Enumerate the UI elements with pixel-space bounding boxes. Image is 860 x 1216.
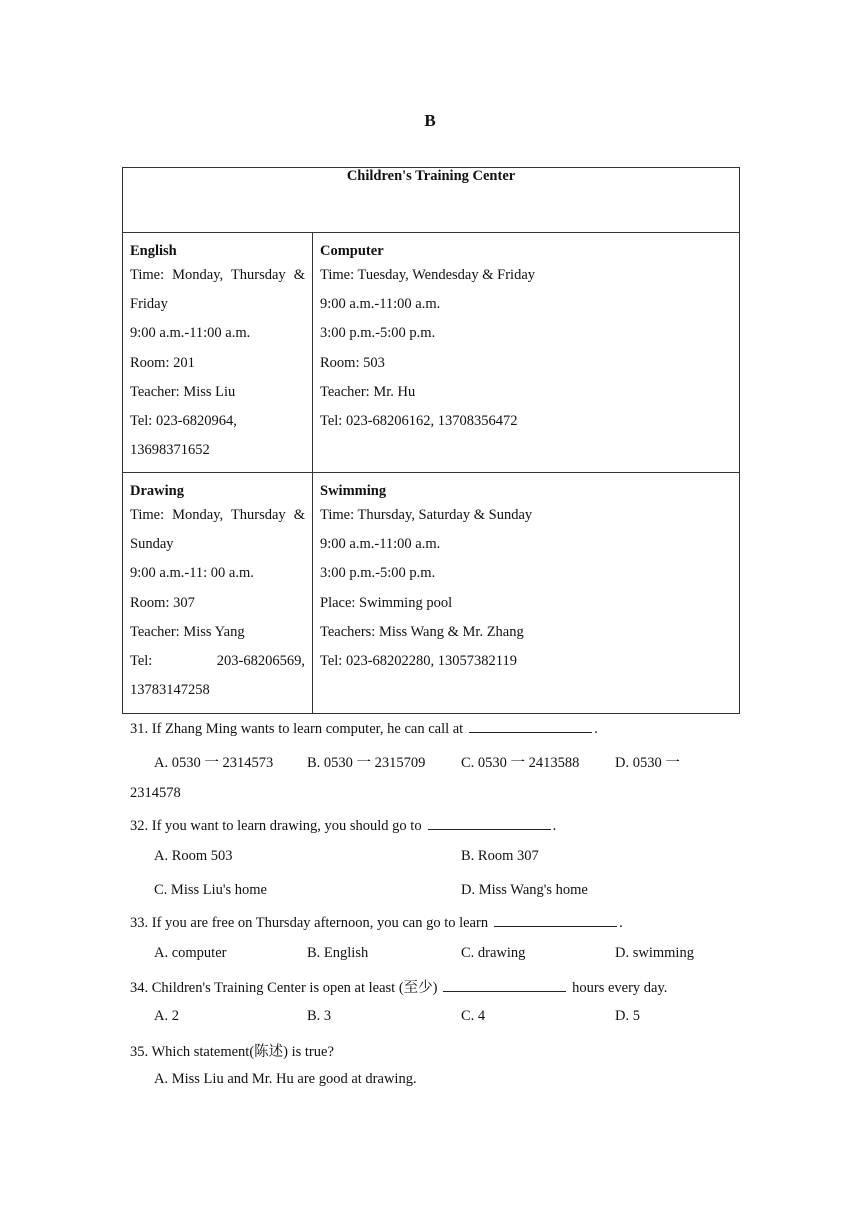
course-name: Swimming [320,483,387,499]
course-name: Drawing [130,483,184,499]
answer-blank [443,979,566,992]
option-d: D. 0530 一 [615,755,680,771]
table-title: Children's Training Center [123,168,740,233]
course-cell-computer [313,233,740,473]
course-line: Time: Monday, Thursday & [130,267,305,283]
course-line: Room: 201 [130,354,195,371]
course-line: Time: Tuesday, Wendesday & Friday [320,267,536,283]
question-stem-end: hours every day. [572,980,668,996]
course-line: Tel: 203-68206569, [130,653,305,670]
course-line: Time: Thursday, Saturday & Sunday [320,507,533,523]
option-c: C. Miss Liu's home [154,882,267,898]
section-label: B [424,111,436,130]
course-line: 9:00 a.m.-11:00 a.m. [130,325,251,342]
question-stem: 31. If Zhang Ming wants to learn computer, he can call at [130,721,464,737]
answer-blank [428,817,551,830]
course-name: English [130,243,177,259]
option-d: D. swimming [615,945,694,961]
course-line: Teacher: Mr. Hu [320,383,416,400]
course-line: Teacher: Miss Yang [130,623,245,640]
course-line: 9:00 a.m.-11:00 a.m. [320,296,441,313]
course-line: 3:00 p.m.-5:00 p.m. [320,565,436,582]
question-stem: 35. Which statement(陈述) is true? [130,1044,334,1060]
question-stem: 32. If you want to learn drawing, you should go to [130,818,422,834]
option-c: C. 0530 一 2413588 [461,755,580,771]
option-d: D. 5 [615,1008,640,1024]
course-line: Sunday [130,536,174,553]
option-c: C. drawing [461,945,526,961]
answer-blank [469,720,592,733]
answer-blank [494,914,617,927]
course-line: Tel: 023-68202280, 13057382119 [320,653,518,670]
option-a: A. computer [154,945,227,961]
option-a: A. Room 503 [154,848,233,864]
option-b: B. Room 307 [461,848,539,864]
course-name: Computer [320,243,384,259]
question-stem-end: . [552,818,557,834]
training-center-table [122,167,740,714]
course-line: Friday [130,296,168,313]
course-line: Room: 503 [320,354,385,371]
question-32 [130,817,556,835]
course-line: Teacher: Miss Liu [130,383,236,400]
option-a: A. Miss Liu and Mr. Hu are good at drawing. [154,1071,417,1087]
question-stem-end: . [594,721,598,737]
option-d: D. Miss Wang's home [461,882,588,898]
course-line: Tel: 023-68206162, 13708356472 [320,413,518,430]
course-line: 9:00 a.m.-11:00 a.m. [320,536,441,553]
course-line: Room: 307 [130,594,195,611]
option-d-continued: 2314578 [130,785,181,801]
option-a: A. 0530 一 2314573 [154,755,274,771]
option-b: B. 3 [307,1008,332,1024]
course-cell-swimming [313,473,740,714]
course-line: Place: Swimming pool [320,594,453,611]
question-stem: 34. Children's Training Center is open at least (至少) [130,980,438,996]
question-33 [130,914,623,932]
course-cell-english [123,233,313,473]
question-34 [130,976,667,997]
course-line: 13783147258 [130,682,210,699]
question-35 [130,1040,334,1061]
course-line: 13698371652 [130,442,210,459]
course-line: Tel: 023-6820964, [130,413,237,430]
option-b: B. 0530 一 2315709 [307,755,426,771]
question-stem-end: . [619,915,623,931]
course-line: 9:00 a.m.-11: 00 a.m. [130,565,254,582]
course-line: Time: Monday, Thursday & [130,507,305,523]
course-line: 3:00 p.m.-5:00 p.m. [320,325,436,342]
question-31 [130,720,598,738]
option-c: C. 4 [461,1008,486,1024]
course-line: Teachers: Miss Wang & Mr. Zhang [320,623,524,640]
course-cell-drawing [123,473,313,714]
question-stem: 33. If you are free on Thursday afternoon, you can go to learn [130,915,489,931]
option-a: A. 2 [154,1008,179,1024]
option-b: B. English [307,945,369,961]
